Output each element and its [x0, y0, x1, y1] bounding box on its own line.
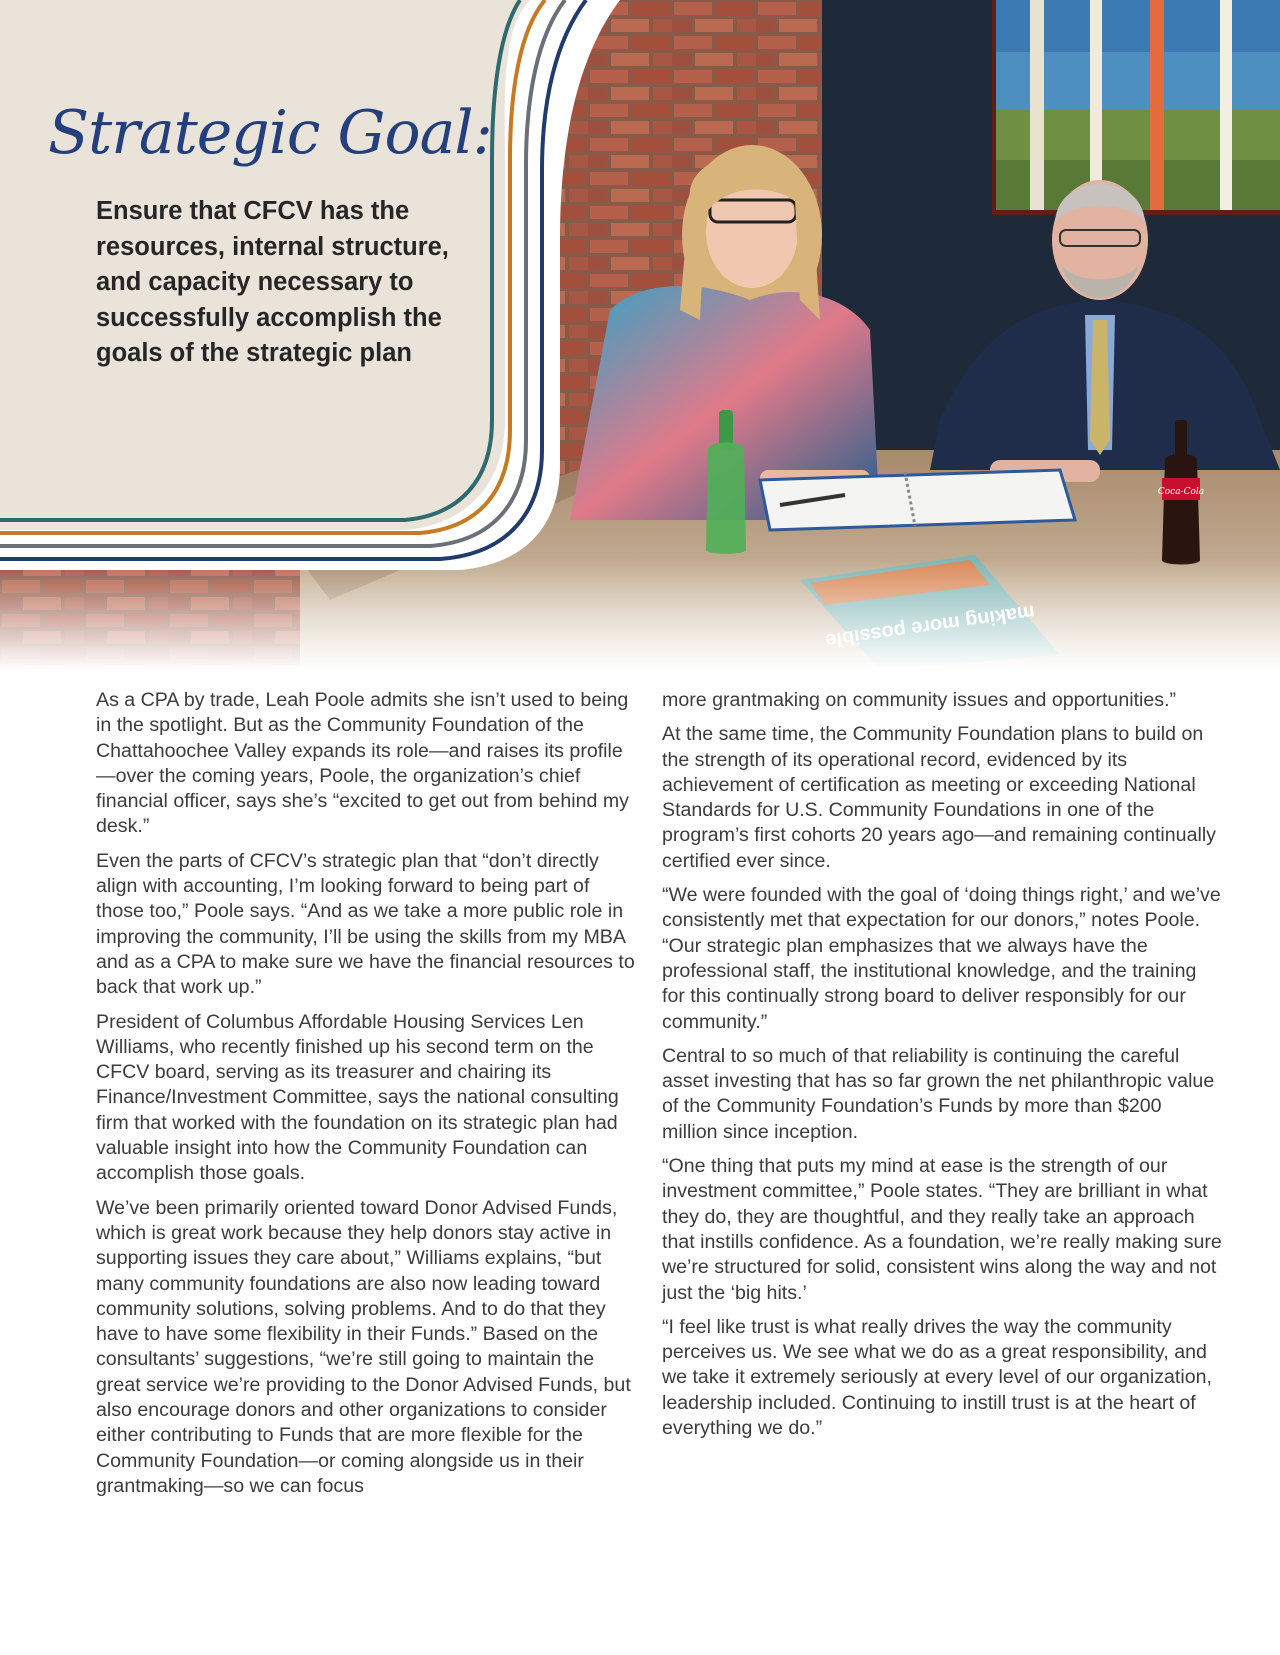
quilt-artwork [992, 0, 1280, 215]
paragraph: more grantmaking on community issues and opportunities.” [662, 689, 1177, 711]
paragraph: “One thing that puts my mind at ease is the strength of our investment committee,” Poole states. “They are brilliant in what they do, they are thoughtful, and they really take an approach that instills confidence. As a foundation, we’re really making sure we’re structured for solid, consistent wins along the way and not just the ‘big hits.’ [662, 1155, 1222, 1304]
article-left-column [96, 688, 636, 1508]
goal-title: Strategic Goal: [48, 98, 492, 168]
paragraph: As a CPA by trade, Leah Poole admits she isn’t used to being in the spotlight. But as the Community Foundation of the Chattahoochee Valley expands its role—and raises its profile—over the coming years, Poole, the organization’s chief financial officer, says she’s “excited to get out from behind my desk.” [96, 689, 629, 838]
paragraph: Central to so much of that reliability is continuing the careful asset investing that has so far grown the net philanthropic value of the Community Foundation’s Funds by more than $200 million since inception. [662, 1044, 1215, 1143]
paragraph: Even the parts of CFCV’s strategic plan that “don’t directly align with accounting, I’m looking forward to being part of those too,” Poole says. “And as we take a more public role in improving the community, I’ll be using the skills from my MBA and as a CPA to make sure we have the financial resources to back that work up.” [96, 849, 635, 999]
goal-statement: Ensure that CFCV has the resources, internal structure, and capacity necessary to successfully accomplish the goals of the strategic plan [96, 197, 449, 367]
article-right-column [662, 688, 1222, 1450]
paragraph: At the same time, the Community Foundation plans to build on the strength of its operational record, evidenced by its achievement of certification as meeting or exceeding National Standards for U.S. Community Foundations in one of the program’s first cohorts 20 years ago—and remaining continually certified ever since. [662, 723, 1216, 872]
paragraph: President of Columbus Affordable Housing Services Len Williams, who recently finished up his second term on the CFCV board, serving as its treasurer and chairing its Finance/Investment Committee, says the national consulting firm that worked with the foundation on its strategic plan had valuable insight into how the Community Foundation can accomplish those goals. [96, 1010, 619, 1185]
paragraph: “I feel like trust is what really drives the way the community perceives us. We see what we do as a great responsibility, and we take it extremely seriously at every level of our organization, leadership included. Continuing to instill trust is at the heart of everything we do.” [662, 1315, 1212, 1440]
cola-label: Coca-Cola [1157, 487, 1205, 497]
paragraph: We’ve been primarily oriented toward Donor Advised Funds, which is great work because they help donors stay active in supporting issues they care about,” Williams explains, “but many community foundations are also now leading toward community solutions, solving problems. And to do that they have to have some flexibility in their Funds.” Based on the consultants’ suggestions, “we’re still going to maintain the great service we’re providing to the Donor Advised Funds, but also encourage donors and other organizations to consider either contributing to Funds that are more flexible for the Community Foundation—or coming alongside us in their grantmaking—so we can focus [96, 1196, 631, 1497]
paragraph: “We were founded with the goal of ‘doing things right,’ and we’ve consistently met that expectation for our donors,” notes Poole. “Our strategic plan emphasizes that we always have the professional staff, the institutional knowledge, and the training for this continually strong board to deliver responsibly for our community.” [662, 884, 1221, 1033]
hero-section [0, 0, 1280, 670]
